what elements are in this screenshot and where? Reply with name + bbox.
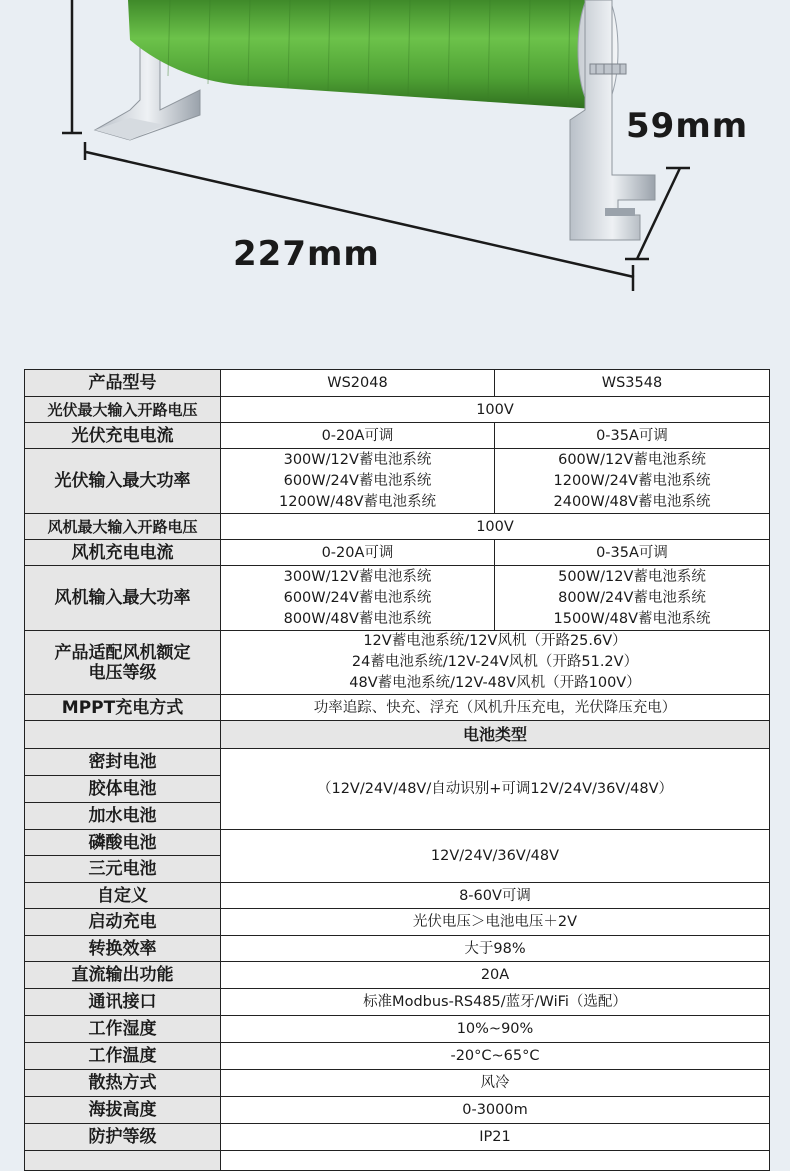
pv-power-b-line: 600W/12V蓄电池系统 [558, 451, 706, 468]
wind-power-b-line: 500W/12V蓄电池系统 [558, 568, 706, 585]
table-row [25, 397, 770, 423]
table-row [25, 566, 770, 631]
model-a: WS2048 [221, 370, 495, 397]
row-label-dc-output: 直流输出功能 [25, 962, 221, 989]
row-label-efficiency: 转换效率 [25, 936, 221, 962]
product-image-area [0, 0, 790, 338]
wind-power-a-line: 600W/24V蓄电池系统 [283, 589, 432, 606]
wind-voltage-label-line: 产品适配风机额定 [54, 642, 191, 663]
row-label-comm: 通讯接口 [25, 989, 221, 1016]
wind-current-b: 0-35A可调 [495, 540, 770, 566]
pv-power-b-line: 2400W/48V蓄电池系统 [553, 493, 711, 510]
table-row [25, 830, 770, 856]
table-row [25, 1124, 770, 1151]
length-dimension-label: 227mm [233, 234, 380, 274]
table-row [25, 936, 770, 962]
humidity-value: 10%~90% [221, 1016, 770, 1043]
pv-power-b [495, 449, 770, 514]
wind-voc-value: 100V [221, 514, 770, 540]
wind-voltage-value [221, 631, 770, 695]
dc-output-value: 20A [221, 962, 770, 989]
table-row [25, 749, 770, 776]
table-row [25, 962, 770, 989]
battery-group2-value: 12V/24V/36V/48V [221, 830, 770, 883]
cooling-value: 风冷 [221, 1070, 770, 1097]
table-row [25, 989, 770, 1016]
row-label-wind-voltage [25, 631, 221, 695]
pv-power-b-line: 1200W/24V蓄电池系统 [553, 472, 711, 489]
row-label-temperature: 工作温度 [25, 1043, 221, 1070]
table-row [25, 631, 770, 695]
table-row [25, 1043, 770, 1070]
model-b: WS3548 [495, 370, 770, 397]
row-label-pv-power: 光伏输入最大功率 [25, 449, 221, 514]
table-row [25, 1016, 770, 1043]
table-row [25, 1097, 770, 1124]
row-label-pv-current: 光伏充电电流 [25, 423, 221, 449]
wind-voltage-line: 48V蓄电池系统/12V-48V风机（开路100V） [349, 675, 641, 691]
table-row [25, 695, 770, 721]
row-label-protection: 防护等级 [25, 1124, 221, 1151]
mppt-value: 功率追踪、快充、浮充（风机升压充电，光伏降压充电） [221, 695, 770, 721]
spec-table [24, 369, 770, 1171]
row-label-pv-voc: 光伏最大输入开路电压 [25, 397, 221, 423]
row-label-humidity: 工作湿度 [25, 1016, 221, 1043]
row-label-cooling: 散热方式 [25, 1070, 221, 1097]
row-value-cut [221, 1151, 770, 1171]
wind-voltage-label-line: 电压等级 [88, 662, 157, 683]
row-label-sealed-battery: 密封电池 [25, 749, 221, 776]
wind-voltage-line: 12V蓄电池系统/12V风机（开路25.6V） [363, 633, 627, 649]
battery-section-title: 电池类型 [221, 721, 770, 749]
table-row [25, 721, 770, 749]
row-label-wind-current: 风机充电电流 [25, 540, 221, 566]
row-label-mppt: MPPT充电方式 [25, 695, 221, 721]
row-label-lfp-battery: 磷酸电池 [25, 830, 221, 856]
section-label-empty [25, 721, 221, 749]
row-label-custom: 自定义 [25, 883, 221, 909]
pv-power-a-line: 300W/12V蓄电池系统 [283, 451, 432, 468]
pv-power-a-line: 1200W/48V蓄电池系统 [279, 493, 436, 510]
table-row [25, 883, 770, 909]
wind-voltage-line: 24蓄电池系统/12V-24V风机（开路51.2V） [351, 654, 639, 670]
row-label-gel-battery: 胶体电池 [25, 776, 221, 803]
table-row [25, 1151, 770, 1171]
wind-current-a: 0-20A可调 [221, 540, 495, 566]
pv-voc-value: 100V [221, 397, 770, 423]
table-row [25, 449, 770, 514]
pv-current-a: 0-20A可调 [221, 423, 495, 449]
row-label-wind-voc: 风机最大输入开路电压 [25, 514, 221, 540]
height-dimension-label: 59mm [626, 106, 749, 146]
pv-power-a [221, 449, 495, 514]
row-label-cut [25, 1151, 221, 1171]
table-row [25, 540, 770, 566]
wind-power-a-line: 800W/48V蓄电池系统 [283, 610, 432, 627]
row-label-ternary-battery: 三元电池 [25, 856, 221, 883]
temperature-value: -20°C~65°C [221, 1043, 770, 1070]
row-label-flooded-battery: 加水电池 [25, 803, 221, 830]
row-label-start-charge: 启动充电 [25, 909, 221, 936]
comm-value: 标准Modbus-RS485/蓝牙/WiFi（选配） [221, 989, 770, 1016]
wind-power-a [221, 566, 495, 631]
pv-current-b: 0-35A可调 [495, 423, 770, 449]
table-row [25, 423, 770, 449]
table-row [25, 1070, 770, 1097]
battery-group1-value: （12V/24V/48V/自动识别+可调12V/24V/36V/48V） [221, 749, 770, 830]
pv-power-a-line: 600W/24V蓄电池系统 [283, 472, 432, 489]
altitude-value: 0-3000m [221, 1097, 770, 1124]
efficiency-value: 大于98% [221, 936, 770, 962]
wind-power-b-line: 800W/24V蓄电池系统 [558, 589, 706, 606]
wind-power-b [495, 566, 770, 631]
start-charge-value: 光伏电压＞电池电压＋2V [221, 909, 770, 936]
table-row [25, 909, 770, 936]
row-label-wind-power: 风机输入最大功率 [25, 566, 221, 631]
row-label-model: 产品型号 [25, 370, 221, 397]
wind-power-a-line: 300W/12V蓄电池系统 [283, 568, 432, 585]
table-row [25, 514, 770, 540]
custom-value: 8-60V可调 [221, 883, 770, 909]
resistor-illustration [0, 0, 790, 338]
table-row [25, 370, 770, 397]
wind-power-b-line: 1500W/48V蓄电池系统 [553, 610, 711, 627]
row-label-altitude: 海拔高度 [25, 1097, 221, 1124]
protection-value: IP21 [221, 1124, 770, 1151]
